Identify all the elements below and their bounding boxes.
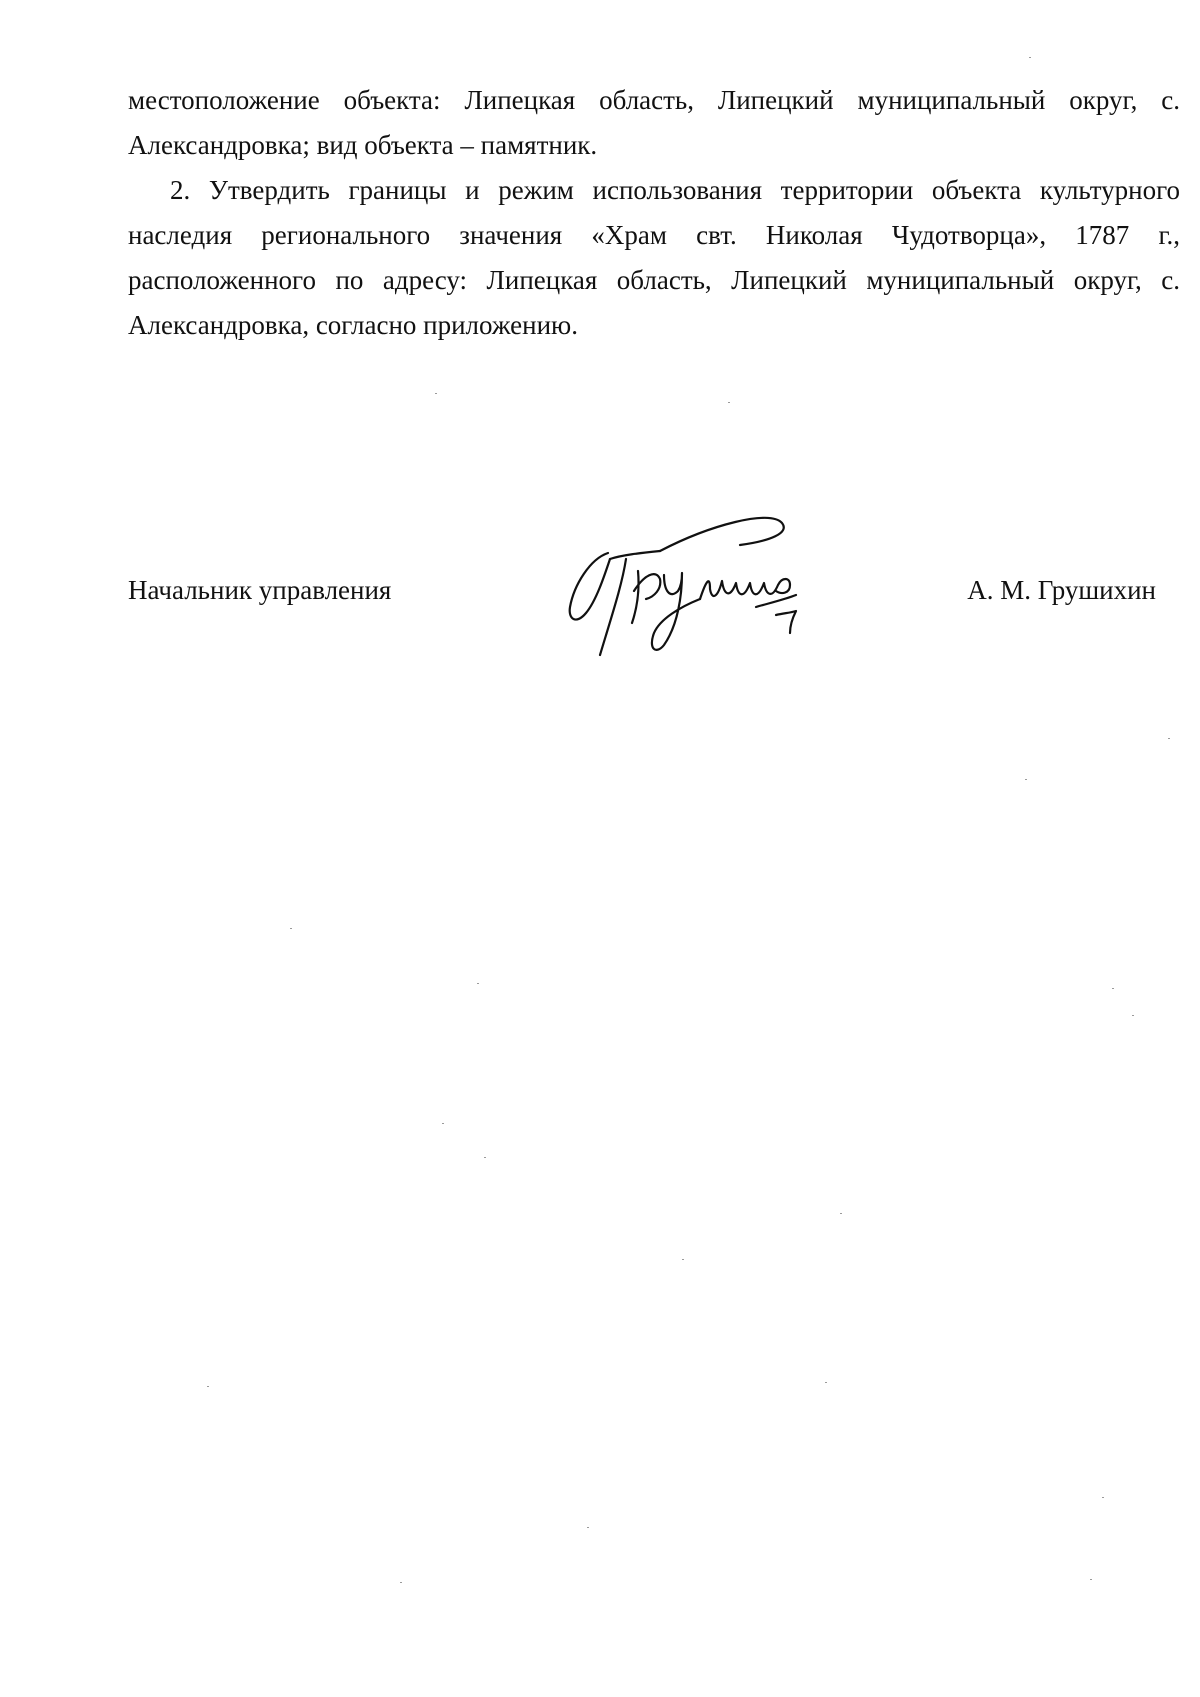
scan-speck	[840, 1213, 842, 1214]
scan-speck	[587, 1527, 589, 1528]
scan-speck	[1029, 57, 1031, 58]
scan-speck	[1090, 1579, 1092, 1580]
scan-speck	[1132, 1015, 1134, 1016]
scan-speck	[1112, 988, 1114, 989]
scan-speck	[1025, 779, 1027, 780]
scan-speck	[1168, 738, 1170, 739]
handwritten-signature	[560, 515, 850, 675]
scan-speck	[825, 1382, 827, 1383]
scan-speck	[435, 393, 437, 394]
scan-speck	[207, 1386, 209, 1387]
scan-speck	[484, 1157, 486, 1158]
scan-speck	[400, 1582, 402, 1583]
paragraph-location: местоположение объекта: Липецкая область, Липецкий муниципальный округ, с. Александровка; вид объекта – памятник.	[128, 85, 1180, 160]
scan-speck	[1102, 1497, 1104, 1498]
scan-speck	[477, 983, 479, 984]
scan-speck	[442, 1123, 444, 1124]
paragraph-item-2: 2. Утвердить границы и режим использования территории объекта культурного наследия регионального значения «Храм свт. Николая Чудотворца», 1787 г., расположенного по адресу: Липецкая область, Липецкий муниципальный округ, с. Александровка, согласно приложению.	[128, 175, 1180, 340]
signatory-name: А. М. Грушихин	[967, 575, 1156, 605]
scan-speck	[290, 928, 292, 929]
document-body	[128, 78, 1180, 348]
scan-speck	[682, 1259, 684, 1260]
signatory-position: Начальник управления	[128, 575, 392, 605]
scan-speck	[728, 402, 730, 403]
